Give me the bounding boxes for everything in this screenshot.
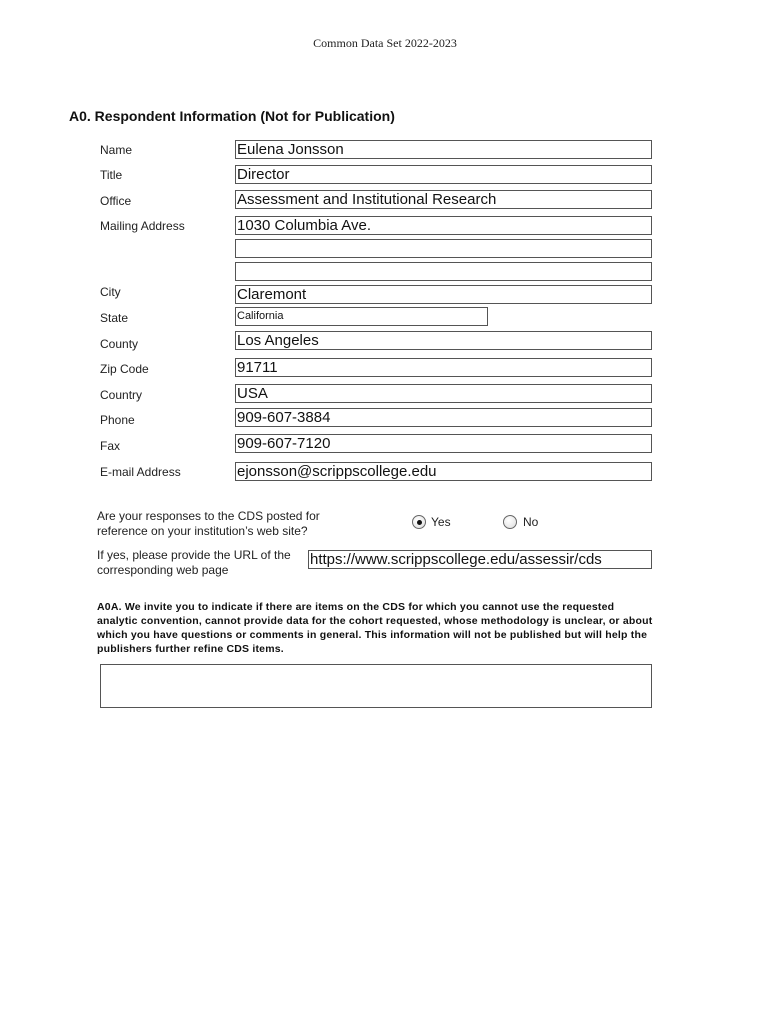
state-label: State (100, 311, 129, 325)
section-title: A0. Respondent Information (Not for Publication) (69, 108, 395, 124)
yes-radio-label: Yes (431, 515, 451, 529)
phone-label: Phone (100, 413, 135, 427)
county-field[interactable]: Los Angeles (235, 331, 652, 350)
zip-code-label: Zip Code (100, 362, 149, 376)
posted-question-line1: Are your responses to the CDS posted for (97, 509, 320, 523)
name-label: Name (100, 143, 133, 157)
address-line1-field[interactable]: 1030 Columbia Ave. (235, 216, 652, 235)
url-field[interactable]: https://www.scrippscollege.edu/assessir/cds (308, 550, 652, 569)
phone-field[interactable]: 909-607-3884 (235, 408, 652, 427)
document-header: Common Data Set 2022-2023 (313, 36, 457, 50)
email-field[interactable]: ejonsson@scrippscollege.edu (235, 462, 652, 481)
name-field[interactable]: Eulena Jonsson (235, 140, 652, 159)
no-radio-label: No (523, 515, 539, 529)
state-field[interactable]: California (235, 307, 488, 326)
a0a-instructions: A0A. We invite you to indicate if there are items on the CDS for which you cannot use the requested analytic convention, cannot provide data for the cohort requested, whose methodology is unclear, or about which you have questions or comments in general. This information will not be published but will help the publishers further refine CDS items. (97, 601, 653, 655)
title-field[interactable]: Director (235, 165, 652, 184)
url-question-line1: If yes, please provide the URL of the (97, 548, 291, 562)
office-field[interactable]: Assessment and Institutional Research (235, 190, 652, 209)
posted-question (97, 509, 320, 539)
url-question (97, 548, 291, 578)
posted-question-line2: reference on your institution’s web site? (97, 524, 308, 538)
fax-label: Fax (100, 439, 121, 453)
a0a-comment-box[interactable] (100, 664, 652, 708)
address-line3-field[interactable] (235, 262, 652, 281)
city-label: City (100, 285, 121, 299)
title-label: Title (100, 168, 123, 182)
fax-field[interactable]: 909-607-7120 (235, 434, 652, 453)
city-field[interactable]: Claremont (235, 285, 652, 304)
email-label: E-mail Address (100, 465, 181, 479)
yes-radio[interactable] (412, 515, 426, 529)
country-label: Country (100, 388, 143, 402)
address-line2-field[interactable] (235, 239, 652, 258)
no-radio[interactable] (503, 515, 517, 529)
url-question-line2: corresponding web page (97, 563, 229, 577)
office-label: Office (100, 194, 132, 208)
county-label: County (100, 337, 139, 351)
country-field[interactable]: USA (235, 384, 652, 403)
zip-code-field[interactable]: 91711 (235, 358, 652, 377)
mailing-address-label: Mailing Address (100, 219, 185, 233)
